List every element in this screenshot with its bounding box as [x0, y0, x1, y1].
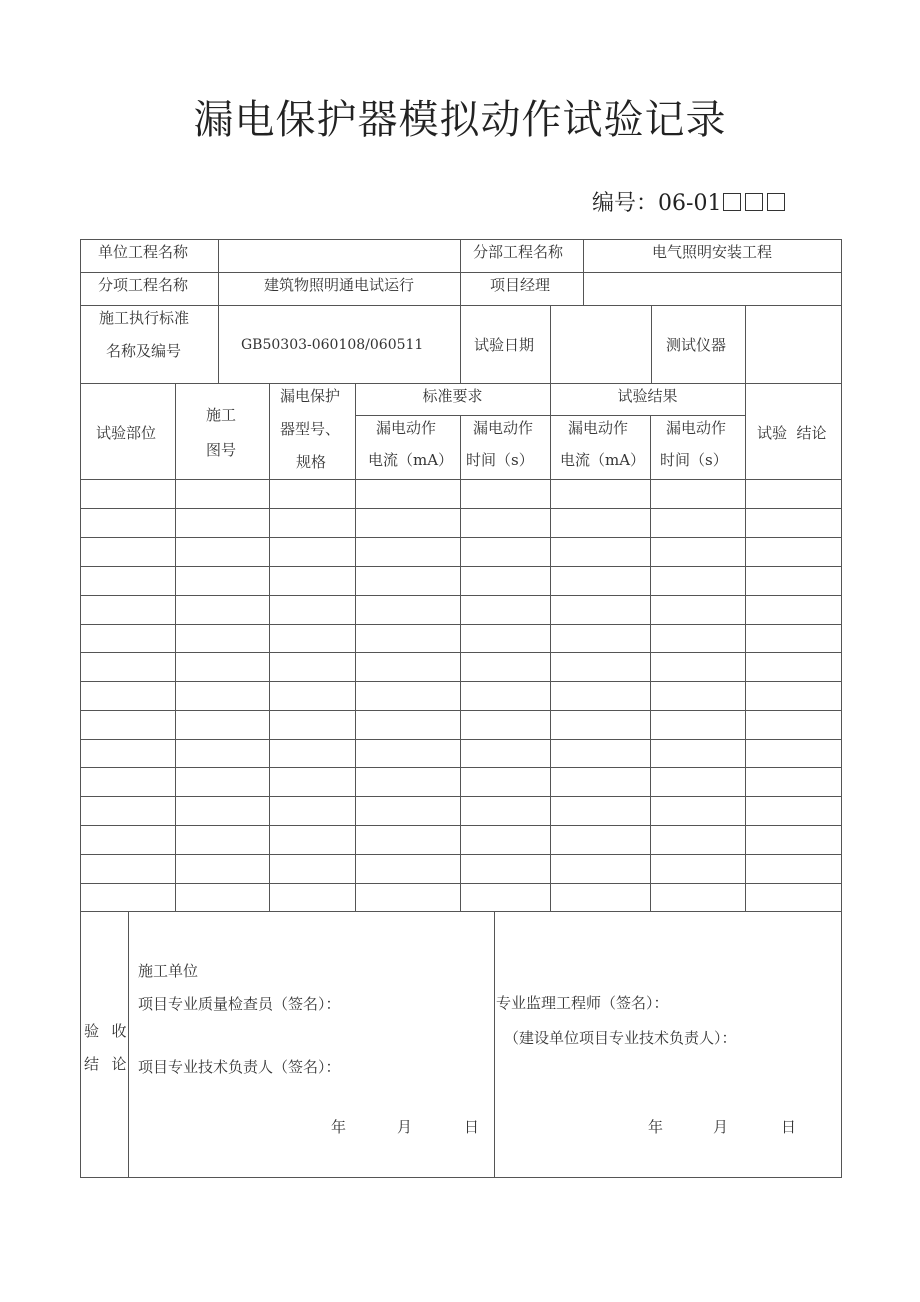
header-conclusion: 试验 结论 [757, 424, 827, 442]
header-drawing-line1: 施工 [206, 406, 237, 424]
header-std-current-line1: 漏电动作 [376, 419, 437, 437]
division-label: 分部工程名称 [473, 243, 564, 261]
header-std-current-line2: 电流（mA） [368, 451, 454, 469]
test-date-label: 试验日期 [474, 336, 535, 354]
acceptance-label-line1: 验 收 [84, 1022, 128, 1040]
header-model-line2: 器型号、 [280, 420, 341, 438]
subitem-value[interactable]: 建筑物照明通电试运行 [263, 276, 414, 294]
contractor-date-year: 年 [331, 1118, 347, 1136]
supervisor-date-month: 月 [713, 1118, 729, 1136]
header-location: 试验部位 [96, 424, 157, 442]
quality-inspector-signature[interactable]: 项目专业质量检查员（签名）： [138, 995, 341, 1013]
doc-number-value: 06-01 [658, 191, 722, 216]
header-model-line3: 规格 [296, 453, 327, 471]
header-drawing-line2: 图号 [206, 441, 237, 459]
instrument-label: 测试仪器 [666, 336, 727, 354]
subitem-label: 分项工程名称 [98, 276, 189, 294]
standard-label-line1: 施工执行标准 [99, 309, 190, 327]
division-value[interactable]: 电气照明安装工程 [651, 243, 772, 261]
owner-rep-signature[interactable]: （建设单位项目专业技术负责人）： [504, 1029, 737, 1047]
header-standard-group: 标准要求 [422, 387, 483, 405]
unit-project-label: 单位工程名称 [98, 243, 189, 261]
acceptance-label-line2: 结 论 [84, 1055, 128, 1073]
standard-label-line2: 名称及编号 [106, 342, 182, 360]
header-result-group: 试验结果 [617, 387, 678, 405]
standard-value[interactable]: GB50303-060108/060511 [241, 337, 424, 353]
header-std-time-line1: 漏电动作 [473, 419, 534, 437]
header-res-current-line1: 漏电动作 [568, 419, 629, 437]
supervisor-signature[interactable]: 专业监理工程师（签名）： [496, 994, 669, 1012]
supervisor-date-day: 日 [781, 1118, 797, 1136]
contractor-date-month: 月 [397, 1118, 413, 1136]
header-model-line1: 漏电保护 [280, 387, 341, 405]
header-res-time-line1: 漏电动作 [666, 419, 727, 437]
document-title: 漏电保护器模拟动作试验记录 [193, 97, 727, 143]
header-res-time-line2: 时间（s） [660, 451, 728, 469]
supervisor-date-year: 年 [648, 1118, 664, 1136]
doc-number-label: 编号： [592, 191, 659, 216]
header-res-current-line2: 电流（mA） [560, 451, 646, 469]
header-std-time-line2: 时间（s） [466, 451, 534, 469]
contractor-label: 施工单位 [138, 962, 199, 980]
contractor-date-day: 日 [464, 1118, 480, 1136]
manager-label: 项目经理 [490, 276, 551, 294]
tech-lead-signature[interactable]: 项目专业技术负责人（签名）： [138, 1058, 341, 1076]
